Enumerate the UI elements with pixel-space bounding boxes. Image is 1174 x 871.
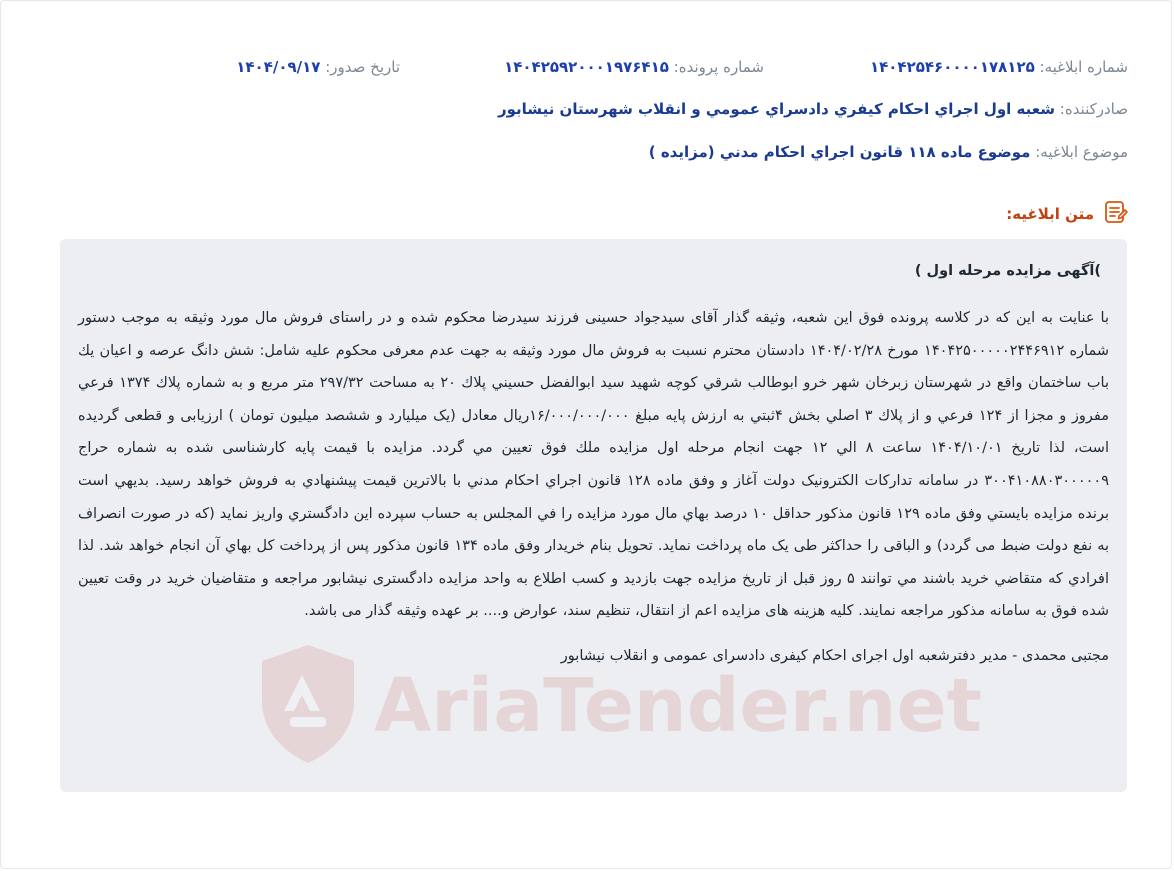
case-number-value: ۱۴۰۴۲۵۹۲۰۰۰۱۹۷۶۴۱۵ [504, 58, 669, 76]
notice-text-title [1006, 201, 1128, 227]
subject-value: موضوع ماده ۱۱۸ قانون اجراي احكام مدني (مزايده ) [648, 143, 1031, 161]
subject-line [649, 143, 1128, 161]
notice-number [870, 58, 1128, 76]
issuer-line [498, 100, 1128, 118]
notice-signature: مجتبی محمدی - مدیر دفترشعبه اول اجرای احکام کیفری دادسرای عمومی و انقلاب نیشابور [560, 647, 1109, 664]
notice-body-box [60, 239, 1127, 792]
subject-label: موضوع ابلاغیه: [1035, 143, 1128, 161]
issue-date-value: ۱۴۰۴/۰۹/۱۷ [236, 58, 321, 76]
issuer-value: شعبه اول اجراي احكام كيفري دادسراي عمومي و انقلاب شهرستان نيشابور [498, 100, 1055, 118]
document-text-icon [1102, 199, 1128, 229]
notice-meta-row [46, 58, 1128, 82]
watermark-text: AriaTender.net [374, 663, 983, 749]
notice-body-text: با عنایت به این که در کلاسه پرونده فوق این شعبه، وثیقه گذار آقای سیدجواد حسینی فرزند سیدرضا محکوم شده و در راستای فروش مال مورد وثیقه به موجب دستور شماره ۱۴۰۴۲۵۰۰۰۰۰۲۴۴۶۹۱۲ مورخ ۱۴۰۴/۰۲/۲۸ دادستان محترم نسبت به فروش مال مورد وثیقه به جهت عدم معرفی محکوم علیه شامل: شش دانگ عرصه و اعيان يك باب ساختمان واقع در شهرستان زبرخان شهر خرو ابوطالب شرقي كوچه شهيد سيد ابوالفضل حسيني پلاك ۲۰ به مساحت ۲۹۷/۳۲ متر مربع و به شماره پلاك ۱۳۷۴ فرعي مفروز و مجزا از ۱۲۴ فرعي و از پلاك ۳ اصلي بخش ۴ثبتي به ارزش پایه مبلغ ۱۶/۰۰۰/۰۰۰/۰۰۰ریال معادل (یک میلیارد و ششصد میلیون تومان ) ارزیابی و قطعی گردیده است، لذا تاریخ ۱۴۰۴/۱۰/۰۱ ساعت ۸ الي ۱۲ جهت انجام مرحله اول مزايده ملك فوق تعيين مي گردد. مزایده با قیمت پایه کارشناسی شده به شماره حراج ۳۰۰۴۱۰۸۸۰۳۰۰۰۰۰۹ در سامانه تدارکات الکترونیک دولت آغاز و وفق ماده ۱۲۸ قانون اجراي احكام مدني با بالاترين قيمت پيشنهادي به فروش خواهد رسيد. بديهي است برنده مزايده بايستي وفق ماده ۱۲۹ قانون مذكور حداقل ۱۰ درصد بهاي مال مورد مزايده را في المجلس به حساب سپرده اين دادگستري واريز نمايد (كه در صورت انصراف به نفع دولت ضبط می گردد) و الباقی را حداکثر طی یک ماه پرداخت نماید. تحويل بنام خريدار وفق ماده ۱۳۴ قانون مذكور پس از پرداخت كل بهاي آن انجام خواهد شد. لذا افرادي كه متقاضي خريد باشند مي توانند ۵ روز قبل از تاريخ مزايده جهت بازديد و كسب اطلاع به واحد مزايده دادگستری نيشابور مراجعه و متقاضيان خريد در وقت تعيين شده فوق به سامانه مذکور مراجعه نمايند. کلیه هزینه های مزایده اعم از انتقال، تنظیم سند، عوارض و.... بر عهده وثیقه گذار می باشد. [78, 310, 1110, 620]
case-number-label: شماره پرونده: [673, 58, 764, 76]
notice-number-value: ۱۴۰۴۲۵۴۶۰۰۰۰۱۷۸۱۲۵ [869, 58, 1035, 76]
issue-date-label: تاریخ صدور: [325, 58, 400, 76]
case-number [504, 58, 764, 76]
notice-text-label: متن ابلاغیه: [1006, 205, 1094, 223]
notice-heading: )آگهی مزایده مرحله اول ) [914, 263, 1101, 279]
notice-number-label: شماره ابلاغیه: [1039, 58, 1128, 76]
issuer-label: صادرکننده: [1059, 100, 1128, 118]
issue-date [236, 58, 400, 76]
